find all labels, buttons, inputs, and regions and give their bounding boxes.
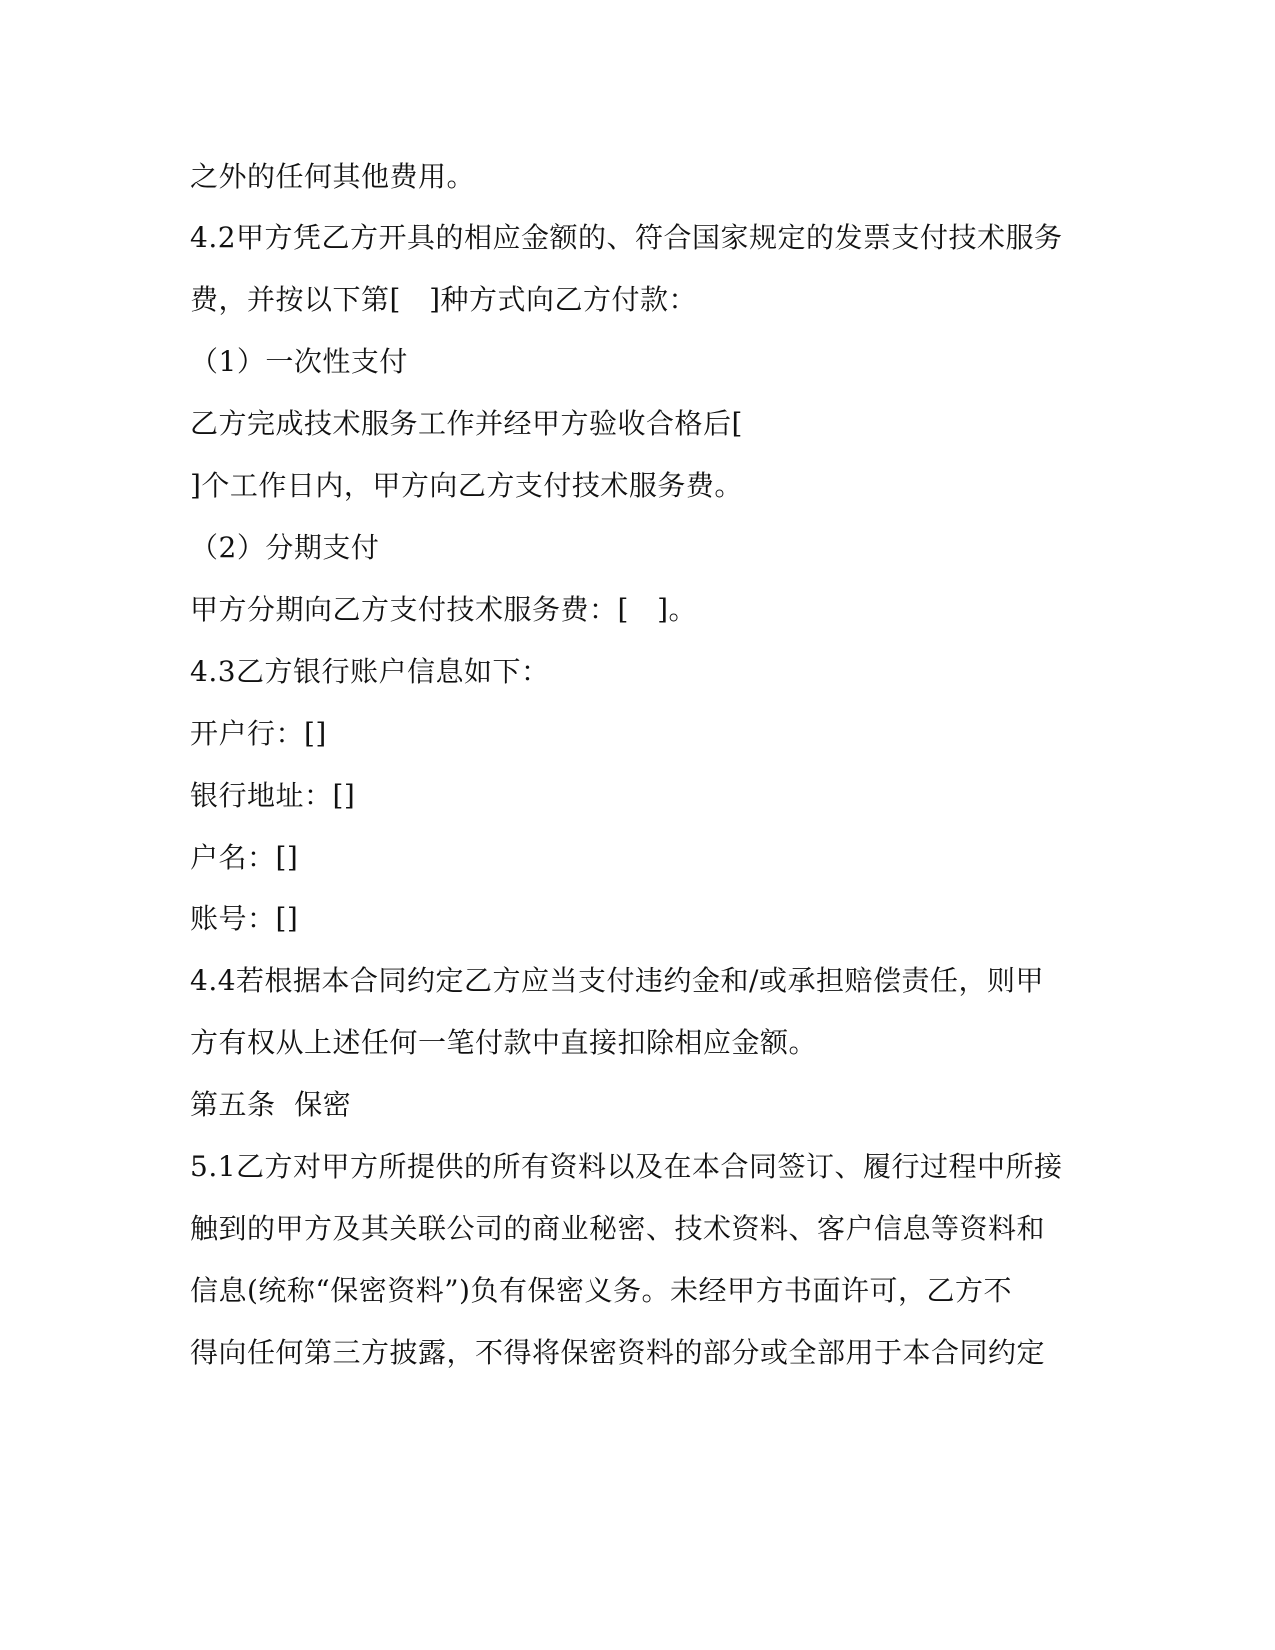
text-line: 4.3乙方银行账户信息如下：	[190, 655, 550, 688]
text-line: 信息(统称“保密资料”)负有保密义务。未经甲方书面许可，乙方不	[190, 1274, 1012, 1307]
text-line: （1）一次性支付	[190, 345, 408, 378]
section-heading: 第五条 保密	[190, 1088, 352, 1121]
text-line: 费，并按以下第[ ]种方式向乙方付款：	[190, 283, 698, 316]
text-line: ]个工作日内，甲方向乙方支付技术服务费。	[190, 469, 743, 502]
text-line: 账号：[]	[190, 902, 299, 935]
text-line: 得向任何第三方披露，不得将保密资料的部分或全部用于本合同约定	[190, 1336, 1046, 1369]
text-line: 方有权从上述任何一笔付款中直接扣除相应金额。	[190, 1026, 818, 1059]
text-line: 甲方分期向乙方支付技术服务费：[ ]。	[190, 593, 698, 626]
text-line: 开户行：[]	[190, 717, 327, 750]
text-line: 触到的甲方及其关联公司的商业秘密、技术资料、客户信息等资料和	[190, 1212, 1046, 1245]
text-line: 5.1乙方对甲方所提供的所有资料以及在本合同签订、履行过程中所接	[190, 1150, 1063, 1183]
text-line: 银行地址：[]	[190, 779, 356, 812]
text-line: 4.4若根据本合同约定乙方应当支付违约金和/或承担赔偿责任，则甲	[190, 964, 1044, 997]
text-line: （2）分期支付	[190, 531, 380, 564]
text-line: 4.2甲方凭乙方开具的相应金额的、符合国家规定的发票支付技术服务	[190, 221, 1063, 254]
text-line: 乙方完成技术服务工作并经甲方验收合格后[	[190, 407, 743, 440]
text-line: 之外的任何其他费用。	[190, 160, 476, 193]
text-line: 户名：[]	[190, 841, 299, 874]
